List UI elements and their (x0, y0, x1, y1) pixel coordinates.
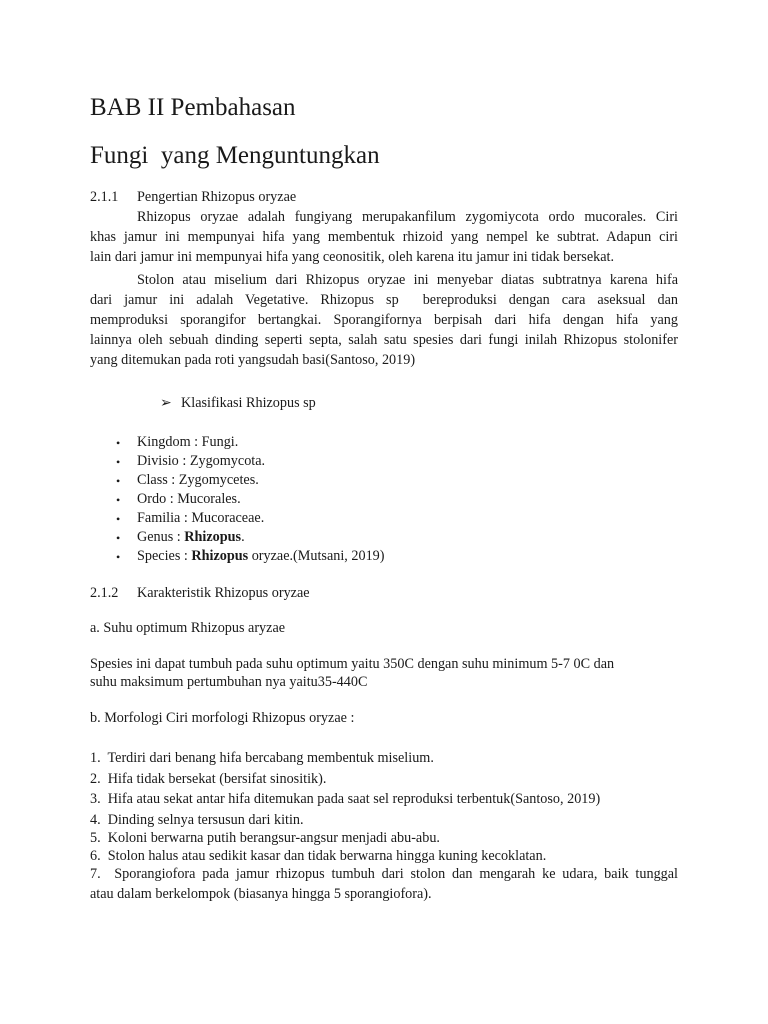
klasifikasi-title: Klasifikasi Rhizopus sp (181, 395, 316, 411)
morfologi-item: 4. Dinding selnya tersusun dari kitin. (90, 812, 304, 828)
para2-line: lainnya oleh sebuah dinding seperti septa, salah satu spesies dari fungi inilah Rhizopus stolonifer (90, 332, 678, 348)
klasifikasi-item: Class : Zygomycetes. (137, 472, 259, 488)
subsection-number-2: 2.1.2 (90, 585, 119, 601)
suhu-heading: a. Suhu optimum Rhizopus aryzae (90, 620, 286, 636)
para2-line: dari jamur ini adalah Vegetative. Rhizopus sp bereproduksi dengan cara aseksual dan (90, 292, 678, 308)
bullet-icon: • (116, 531, 121, 545)
para1-line: Rhizopus oryzae adalah fungiyang merupakanfilum zygomiycota ordo mucorales. Ciri (137, 209, 678, 225)
morfologi-item: 1. Terdiri dari benang hifa bercabang membentuk miselium. (90, 750, 434, 766)
para2-line: Stolon atau miselium dari Rhizopus oryzae ini menyebar diatas subtratnya karena hifa (137, 272, 678, 288)
para1-line: khas jamur ini mempunyai hifa yang membentuk rhizoid yang nempel ke subtrat. Adapun ciri (90, 229, 678, 245)
klasifikasi-item-genus (137, 527, 245, 547)
para2-line: memproduksi sporangifor bertangkai. Sporangifornya berpisah dari hifa dengan hifa yang (90, 312, 678, 328)
bullet-icon: • (116, 512, 121, 526)
klasifikasi-item: Divisio : Zygomycota. (137, 453, 266, 469)
para1-line: lain dari jamur ini mempunyai hifa yang ceonositik, oleh karena itu jamur ini tidak bersekat. (90, 249, 614, 265)
morfologi-item: 7. Sporangiofora pada jamur rhizopus tumbuh dari stolon dan mengarah ke udara, baik tunggal (90, 866, 678, 882)
genus-tail: . (241, 529, 245, 545)
klasifikasi-item: Kingdom : Fungi. (137, 434, 239, 450)
klasifikasi-item-species (137, 546, 384, 566)
morfologi-item: 6. Stolon halus atau sedikit kasar dan tidak berwarna hingga kuning kecoklatan. (90, 848, 547, 864)
morfologi-item: 5. Koloni berwarna putih berangsur-angsur menjadi abu-abu. (90, 830, 440, 846)
para2-line: yang ditemukan pada roti yangsudah basi(Santoso, 2019) (90, 352, 416, 368)
morfologi-heading: b. Morfologi Ciri morfologi Rhizopus oryzae : (90, 710, 355, 726)
arrow-bullet-icon: ➢ (160, 395, 172, 411)
bullet-icon: • (116, 436, 121, 450)
species-tail: oryzae.(Mutsani, 2019) (248, 548, 385, 564)
species-label: Species : (137, 548, 192, 564)
subsection-title-2: Karakteristik Rhizopus oryzae (137, 585, 310, 601)
bullet-icon: • (116, 493, 121, 507)
subsection-title-1: Pengertian Rhizopus oryzae (137, 189, 297, 205)
morfologi-item: 2. Hifa tidak bersekat (bersifat sinositik). (90, 771, 327, 787)
section-title: Fungi yang Menguntungkan (90, 142, 380, 169)
bullet-icon: • (116, 550, 121, 564)
genus-name: Rhizopus (184, 529, 242, 545)
klasifikasi-item: Familia : Mucoraceae. (137, 510, 265, 526)
genus-label: Genus : (137, 529, 185, 545)
klasifikasi-item: Ordo : Mucorales. (137, 491, 241, 507)
morfologi-item: 3. Hifa atau sekat antar hifa ditemukan pada saat sel reproduksi terbentuk(Santoso, 2019) (90, 791, 601, 807)
bullet-icon: • (116, 455, 121, 469)
morfologi-item-continuation: atau dalam berkelompok (biasanya hingga 5 sporangiofora). (90, 886, 432, 902)
subsection-number-1: 2.1.1 (90, 189, 119, 205)
chapter-title: BAB II Pembahasan (90, 94, 296, 121)
species-genus: Rhizopus (191, 548, 249, 564)
bullet-icon: • (116, 474, 121, 488)
suhu-line: suhu maksimum pertumbuhan nya yaitu35-440C (90, 674, 368, 690)
suhu-line: Spesies ini dapat tumbuh pada suhu optimum yaitu 350C dengan suhu minimum 5-7 0C dan (90, 656, 615, 672)
